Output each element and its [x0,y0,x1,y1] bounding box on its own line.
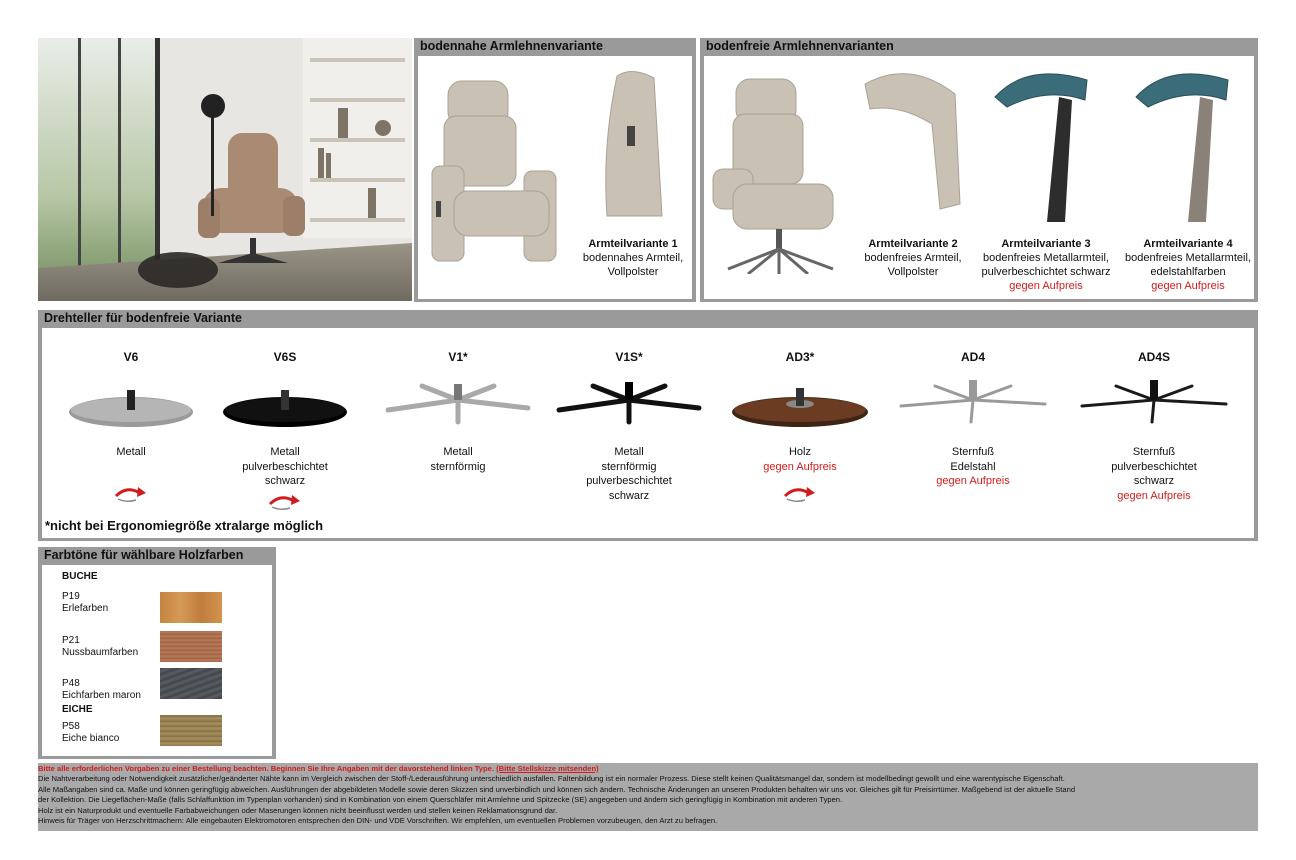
base-v1-desc-1: Metall [443,446,473,458]
footer-warning-link: (Bitte Stellskizze mitsenden) [496,764,599,773]
floor-free-armrest-panel [700,38,1258,302]
footer-line-3: der Kollektion. Die Liegeflächen-Maße (falls Schlaffunktion im Typenplan vorhanden) sind in Kombination von einem Querschläfer mit Armlehne und Spitzecke (SE) angegeben und ändern sich geringfügig in Kombination mit anderen Typen. [38,795,843,805]
wood-name: Eichfarben maron [62,690,141,701]
variant1-name: Armteilvariante 1 [588,238,678,250]
wood-swatch-p58 [160,715,222,746]
armrest-variant-1-image [592,66,672,226]
room-photo [38,38,412,301]
wood-code: P19 [62,591,80,602]
base-v1s-desc-1: Metall [614,446,644,458]
wood-name: Eiche bianco [62,733,120,744]
base-v6s-desc-3: schwarz [264,475,306,487]
base-code-v1: V1* [448,350,468,364]
base-ad3-desc-1: Holz [788,446,811,458]
base-ad4-image [897,376,1049,426]
base-v1s-desc-2: sternförmig [601,460,657,473]
base-ad4-price: gegen Aufpreis [936,475,1010,487]
footer-line-5: Hinweis für Träger von Herzschrittmachern: Alle eingebauten Elektromotoren entsprechen den DIN- und VDE Vorschriften. Wir empfehlen, um eventuellen Problemen vorzubeugen, den Arzt zu befragen. [38,816,718,826]
base-v1-desc-2: sternförmig [430,460,486,473]
base-ad4s-desc-1: Sternfuß [1132,446,1176,458]
wood-code: P21 [62,635,80,646]
panel-title: bodenfreie Armlehnenvarianten [706,39,894,53]
footer-warning: Bitte alle erforderlichen Vorgaben zu einer Bestellung beachten. Beginnen Sie Ihre Angaben mit der davorstehend linken Type. [38,764,495,773]
base-v1-image [382,378,534,428]
variant1-desc-line2: Vollpolster [607,266,659,278]
variant3-price: gegen Aufpreis [1009,280,1083,292]
base-ad4-desc-2: Edelstahl [950,460,996,473]
base-code-v1s: V1S* [615,350,643,364]
base-v1s-desc-3: pulverbeschichtet [586,475,672,487]
rotation-icon [266,492,304,512]
base-v6s-image [220,382,350,432]
rotation-icon [112,484,150,504]
wood-name: Nussbaumfarben [62,647,139,658]
variant1-desc-line1: bodennahes Armteil, [582,252,684,264]
base-code-v6s: V6S [273,350,297,364]
variant4-name: Armteilvariante 4 [1143,238,1233,250]
footer-line-4: Holz ist ein Naturprodukt und eventuelle Farbabweichungen oder Maserungen können nicht beeinflusst werden und stellen keinen Reklamationsgrund dar. [38,805,558,815]
footer-line-2: Alle Maßangaben sind ca. Maße und können geringfügig abweichen. Ausführungen der abgebildeten Modelle sowie deren Skizzen sind unverbindlich und können sich ändern. Technische Änderungen an unseren Produkten behalten wir uns vor. Gleiches gilt für Preisirrtümer. Maßgebend ist der aktuelle Stand [38,784,1076,794]
base-code-v6: V6 [123,350,139,364]
wood-code: P48 [62,678,80,689]
room-photo-illustration [38,38,412,301]
armrest-variant-4-image [1128,62,1238,227]
wood-group-buche: BUCHE [62,571,98,582]
wood-swatch-p21 [160,631,222,662]
base-ad4-desc-1: Sternfuß [951,446,995,458]
footer-notes [38,763,1258,831]
wood-swatch-p48 [160,668,222,699]
panel-title: Drehteller für bodenfreie Variante [44,311,242,325]
base-code-ad3: AD3* [785,350,815,364]
wood-swatch-p19 [160,592,222,623]
variant2-desc-line1: bodenfreies Armteil, [864,252,962,264]
variant2-name: Armteilvariante 2 [868,238,958,250]
floor-near-armrest-panel [414,38,696,302]
variant2-desc-line2: Vollpolster [887,266,939,278]
chair-variant-1-image [424,76,574,266]
rotation-icon [781,484,819,504]
wood-name: Erlefarben [62,603,109,614]
variant4-price: gegen Aufpreis [1151,280,1225,292]
base-ad4s-desc-3: schwarz [1133,475,1175,487]
variant4-desc-line2: edelstahlfarben [1150,266,1226,278]
variant3-name: Armteilvariante 3 [1001,238,1091,250]
panel-title: Farbtöne für wählbare Holzfarben [44,548,244,562]
variant3-desc-line1: bodenfreies Metallarmteil, [983,252,1109,264]
base-v1s-image [553,378,705,428]
base-v6s-desc-2: pulverbeschichtet [242,460,328,473]
panel-title: bodennahe Armlehnenvariante [420,39,603,53]
base-ad3-price: gegen Aufpreis [763,460,837,473]
base-ad4s-price: gegen Aufpreis [1117,489,1191,502]
armrest-variant-3-image [987,62,1097,227]
variant4-desc-line1: bodenfreies Metallarmteil, [1125,252,1251,264]
base-v6-desc-1: Metall [116,446,146,458]
armrest-variant-2-image [860,64,970,214]
base-ad3-image [730,382,870,432]
base-code-ad4s: AD4S [1137,350,1170,364]
base-v1s-desc-4: schwarz [608,489,650,502]
base-ad4s-desc-2: pulverbeschichtet [1111,460,1197,473]
wood-code: P58 [62,721,80,732]
base-code-ad4: AD4 [960,350,985,364]
chair-variant-2-image [708,74,863,274]
swivel-base-panel [38,310,1258,541]
base-v6s-desc-1: Metall [270,446,300,458]
wood-group-eiche: EICHE [62,704,93,715]
base-v6-image [66,382,196,432]
xtralarge-note: *nicht bei Ergonomiegröße xtralarge möglich [45,518,324,533]
base-ad4s-image [1078,376,1230,426]
footer-line-1: Die Nahtverarbeitung oder Notwendigkeit zusätzlicher/geänderter Nähte kann im Vergleich zwischen der Stoff-/Lederausführung unterschiedlich ausfallen. Faltenbildung ist ein normaler Prozess. Diese stellt keinen Qualitätsmangel dar, sondern ist modellbedingt gewollt und eine warentypische Eigenschaft. [38,774,1065,784]
variant3-desc-line2: pulverbeschichtet schwarz [981,266,1111,278]
wood-colors-panel [38,547,276,759]
